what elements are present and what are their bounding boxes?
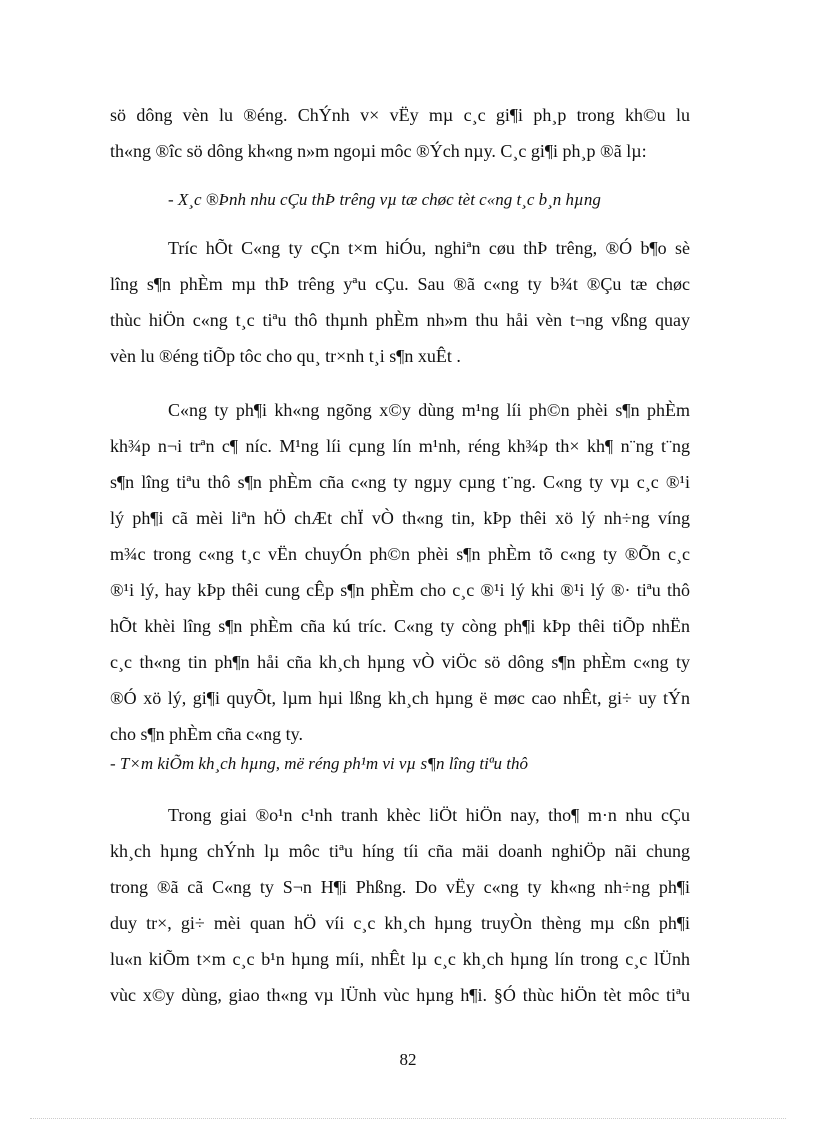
page-bottom-divider: [30, 1118, 786, 1119]
text-line: lu«n kiÕm t×m c¸c b¹n hµng míi, nhÊt lµ c¸c kh¸ch hµng lín trong c¸c lÜnh: [110, 949, 690, 969]
text-line: s¶n lîng tiªu thô s¶n phÈm cña c«ng ty ngµy cµng t¨ng. C«ng ty vµ c¸c ®¹i: [110, 472, 690, 492]
text-line: kh¾p n¬i trªn c¶ níc. M¹ng líi cµng lín m¹nh, réng kh¾p th× kh¶ n¨ng t¨ng: [110, 436, 690, 456]
heading-text: - X¸c ®Þnh nhu cÇu thÞ trêng vµ tæ chøc tèt c«ng t¸c b¸n hµng: [168, 190, 601, 209]
heading-text: - T×m kiÕm kh¸ch hµng, më réng ph¹m vi vµ s¶n lîng tiªu thô: [110, 754, 529, 773]
text-line: sö dông vèn lu ®éng. ChÝnh v× vËy mµ c¸c gi¶i ph¸p trong kh©u lu: [110, 105, 690, 125]
text-line: vùc x©y dùng, giao th«ng vµ lÜnh vùc hµng h¶i. §Ó thùc hiÖn tèt môc tiªu: [110, 985, 690, 1005]
page-number: 82: [399, 1050, 417, 1069]
text-line: lîng s¶n phÈm mµ thÞ trêng yªu cÇu. Sau ®ã c«ng ty b¾t ®Çu tæ chøc: [110, 274, 690, 294]
paragraph-2: [110, 230, 690, 374]
text-line: thùc hiÖn c«ng t¸c tiªu thô thµnh phÈm nh»m thu håi vèn t¬ng vßng quay: [110, 310, 690, 330]
text-line: cho s¶n phÈm cña c«ng ty.: [110, 724, 303, 744]
text-line: hÕt khèi lîng s¶n phÈm cña kú tríc. C«ng ty còng ph¶i kÞp thêi tiÕp nhËn: [110, 616, 690, 636]
text-line: kh¸ch hµng chÝnh lµ môc tiªu híng tíi cña mäi doanh nghiÖp nãi chung: [110, 841, 690, 861]
text-line: trong ®ã cã C«ng ty S¬n H¶i Phßng. Do vËy c«ng ty kh«ng nh÷ng ph¶i: [110, 877, 690, 897]
text-line: vèn lu ®éng tiÕp tôc cho qu¸ tr×nh t¸i s¶n xuÊt .: [110, 346, 461, 366]
text-line: lý ph¶i cã mèi liªn hÖ chÆt chÏ vÒ th«ng tin, kÞp thêi xö lý nh÷ng víng: [110, 508, 690, 528]
text-line: m¾c trong c«ng t¸c vËn chuyÓn ph©n phèi s¶n phÈm tõ c«ng ty ®Õn c¸c: [110, 544, 690, 564]
text-line: Tríc hÕt C«ng ty cÇn t×m hiÓu, nghiªn cøu thÞ trêng, ®Ó b¶o sè: [168, 238, 690, 258]
section-heading-2: [110, 746, 690, 782]
paragraph-1: [110, 97, 690, 169]
text-line: Trong giai ®o¹n c¹nh tranh khèc liÖt hiÖn nay, tho¶ m·n nhu cÇu: [168, 805, 690, 825]
text-line: duy tr×, gi÷ mèi quan hÖ víi c¸c kh¸ch hµng truyÒn thèng mµ cßn ph¶i: [110, 913, 690, 933]
text-line: th«ng ®îc sö dông kh«ng n»m ngoµi môc ®Ých nµy. C¸c gi¶i ph¸p ®ã lµ:: [110, 141, 647, 161]
text-line: ®¹i lý, hay kÞp thêi cung cÊp s¶n phÈm cho c¸c ®¹i lý khi ®¹i lý ®· tiªu thô: [110, 580, 690, 600]
text-line: ®Ó xö lý, gi¶i quyÕt, lµm hµi lßng kh¸ch hµng ë møc cao nhÊt, gi÷ uy tÝn: [110, 688, 690, 708]
text-line: C«ng ty ph¶i kh«ng ngõng x©y dùng m¹ng líi ph©n phèi s¶n phÈm: [168, 400, 690, 420]
text-line: c¸c th«ng tin ph¶n håi cña kh¸ch hµng vÒ viÖc sö dông s¶n phÈm c«ng ty: [110, 652, 690, 672]
paragraph-4: [110, 797, 690, 1013]
section-heading-1: [110, 182, 690, 218]
paragraph-3: [110, 392, 690, 752]
